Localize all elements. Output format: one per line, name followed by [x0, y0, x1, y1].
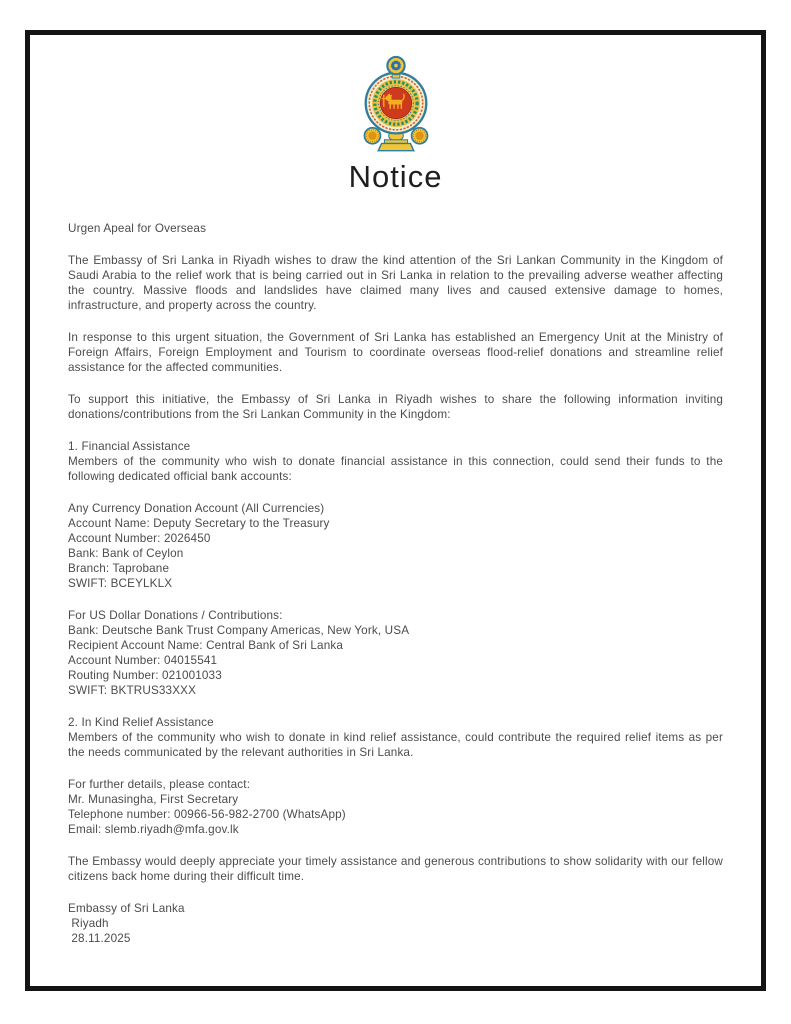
account-line: Account Name: Deputy Secretary to the Treasury: [68, 517, 330, 530]
section-body: Members of the community who wish to donate financial assistance in this connection, could send their funds to the following dedicated official bank accounts:: [68, 455, 723, 483]
account-line: Account Number: 04015541: [68, 654, 218, 667]
account-title: Any Currency Donation Account (All Currencies): [68, 502, 325, 515]
section-in-kind-assistance: [68, 715, 723, 760]
signature-date: 28.11.2025: [68, 932, 131, 945]
contact-phone: Telephone number: 00966-56-982-2700 (WhatsApp): [68, 808, 346, 821]
paragraph-emergency-unit: In response to this urgent situation, the Government of Sri Lanka has established an Emergency Unit at the Ministry of Foreign Affairs, Foreign Employment and Tourism to coordinate overseas flood-relief donations and streamline relief assistance for the affected communities.: [68, 331, 723, 374]
signature-org: Embassy of Sri Lanka: [68, 902, 185, 915]
emblem-moon-symbol: [411, 128, 427, 144]
section-heading: 1. Financial Assistance: [68, 440, 191, 453]
account-line: Bank: Deutsche Bank Trust Company Americas, New York, USA: [68, 624, 410, 637]
account-line: Bank: Bank of Ceylon: [68, 547, 184, 560]
contact-name: Mr. Munasingha, First Secretary: [68, 793, 239, 806]
any-currency-account-block: [68, 501, 723, 591]
account-line: Recipient Account Name: Central Bank of Sri Lanka: [68, 639, 344, 652]
account-line: Account Number: 2026450: [68, 532, 211, 545]
usd-account-block: [68, 608, 723, 698]
subject-line: Urgen Apeal for Overseas: [68, 222, 207, 235]
signature-block: [68, 901, 723, 946]
notice-body: [68, 221, 723, 946]
account-title: For US Dollar Donations / Contributions:: [68, 609, 283, 622]
account-line: SWIFT: BKTRUS33XXX: [68, 684, 197, 697]
section-financial-assistance: [68, 439, 723, 484]
emblem-svg: [352, 55, 440, 155]
page-title: Notice: [348, 159, 443, 194]
paragraph-appeal: The Embassy of Sri Lanka in Riyadh wishes to draw the kind attention of the Sri Lankan Community in the Kingdom of Saudi Arabia to the relief work that is being carried out in Sri Lanka in relation to the prevailing adverse weather affecting the country. Massive floods and landslides have claimed many lives and caused extensive damage to homes, infrastructure, and property across the country.: [68, 254, 723, 312]
paragraph-initiative: To support this initiative, the Embassy of Sri Lanka in Riyadh wishes to share the following information inviting donations/contributions from the Sri Lankan Community in the Kingdom:: [68, 393, 723, 421]
account-line: Routing Number: 021001033: [68, 669, 222, 682]
page-border-frame: [25, 30, 766, 991]
closing-paragraph: The Embassy would deeply appreciate your timely assistance and generous contributions to show solidarity with our fellow citizens back home during their difficult time.: [68, 855, 723, 883]
section-body: Members of the community who wish to donate in kind relief assistance, could contribute the required relief items as per the needs communicated by the relevant authorities in Sri Lanka.: [68, 731, 723, 759]
account-line: Branch: Taprobane: [68, 562, 170, 575]
sri-lanka-national-emblem-icon: [352, 55, 440, 155]
contact-email: Email: slemb.riyadh@mfa.gov.lk: [68, 823, 239, 836]
emblem-sun-symbol: [364, 128, 380, 144]
account-line: SWIFT: BCEYLKLX: [68, 577, 173, 590]
section-heading: 2. In Kind Relief Assistance: [68, 716, 214, 729]
contact-intro: For further details, please contact:: [68, 778, 251, 791]
signature-city: Riyadh: [68, 917, 109, 930]
contact-block: [68, 777, 723, 837]
